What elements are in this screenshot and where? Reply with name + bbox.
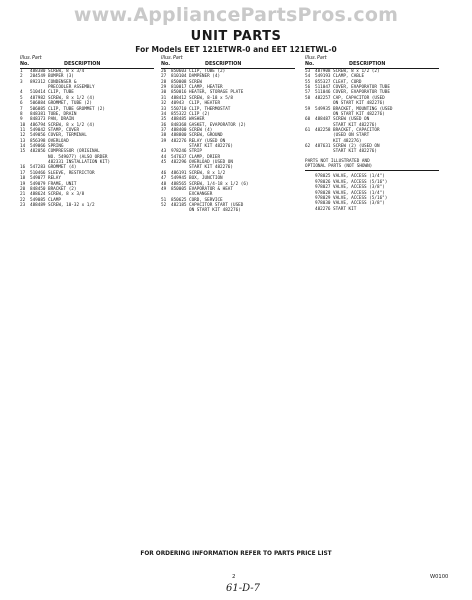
parts-rows xyxy=(305,69,439,155)
part-description: COVER, EVAPORATOR TUBE xyxy=(333,90,390,96)
header-rule xyxy=(161,68,295,69)
part-description: BRACKET, CAPACITOR (USED ON START KIT 482276) xyxy=(333,127,380,144)
part-number: 204549 xyxy=(30,74,46,80)
part-description: PAN, DRAIN xyxy=(48,117,74,123)
illus-number: 37 xyxy=(161,127,167,133)
illus-number: 54 xyxy=(305,74,311,80)
illus-number: 47 xyxy=(161,176,167,182)
part-description: RELAY xyxy=(48,176,61,182)
part-number: 488380 xyxy=(30,69,46,74)
part-number: 486794 xyxy=(30,122,46,128)
part-number: 549945 xyxy=(171,176,187,182)
part-number: 488485 xyxy=(171,117,187,123)
illus-number: 26 xyxy=(161,69,167,74)
illus-number: 56 xyxy=(305,85,311,91)
part-number: 892312 xyxy=(30,79,46,85)
part-number: 510414 xyxy=(30,90,46,96)
notes-title: PARTS NOT ILLUSTRATED AND OPTIONAL PARTS (NOT SHOWN) xyxy=(305,159,439,172)
parts-column-3 xyxy=(305,56,439,212)
part-description: OVERLOAD xyxy=(48,138,69,144)
part-description: SCREW, 8 x 1/2 (2) xyxy=(333,69,380,74)
part-number: 550710 xyxy=(171,106,187,112)
illus-number: 7 xyxy=(20,106,23,112)
part-number: 482056 xyxy=(30,149,46,155)
illus-number: 62 xyxy=(305,144,311,150)
part-description: CLAMP, CABLE xyxy=(333,74,365,80)
part-number: 978027 xyxy=(315,185,331,191)
illus-number: 8 xyxy=(20,111,23,117)
illus-number: 15 xyxy=(20,149,26,155)
part-number: 487631 xyxy=(315,144,331,150)
parts-row xyxy=(20,203,154,208)
illus-number: 14 xyxy=(20,144,26,150)
part-description: SCREW (2) (USED ON START KIT 482276) xyxy=(333,144,380,155)
part-number: 482276 xyxy=(315,206,331,212)
part-description: BRACKET (2) xyxy=(48,186,77,192)
illus-number: 38 xyxy=(161,133,167,139)
part-number: 850005 xyxy=(171,186,187,192)
illus-number: 48 xyxy=(161,181,167,187)
part-number: 978028 xyxy=(315,190,331,196)
part-description: CLIP (2) xyxy=(189,111,210,117)
notes-rows xyxy=(305,174,439,212)
part-description: SCREW, 1/4-18 x 1/2 (6) xyxy=(189,181,249,187)
header-description: DESCRIPTION xyxy=(205,62,242,67)
part-number: 482296 xyxy=(171,160,187,166)
part-description: STRIP xyxy=(189,149,202,155)
part-number: 848368 xyxy=(171,122,187,128)
part-description: CLIP, HEATER xyxy=(189,101,221,107)
part-number: 549193 xyxy=(315,74,331,80)
part-description: VALVE, ACCESS (5/16") xyxy=(333,179,388,185)
part-number: 506884 xyxy=(30,101,46,107)
part-description: BRACKET, MOUNTING (USED ON START KIT 482276) xyxy=(333,106,393,117)
header-description: DESCRIPTION xyxy=(64,62,101,67)
part-description: CLIP, TUBE GROMMET (2) xyxy=(48,106,105,112)
part-description: SCREW, 8 x 3/8 xyxy=(48,192,85,198)
part-number: 487982 xyxy=(30,95,46,101)
part-description: COVER, TERMINAL xyxy=(48,133,87,139)
part-number: 549079 xyxy=(30,181,46,187)
illus-number: 61 xyxy=(305,127,311,133)
part-description: HEATER, STORAGE PLATE xyxy=(189,90,244,96)
part-number: 549085 xyxy=(30,197,46,203)
column-header xyxy=(305,56,439,69)
parts-row xyxy=(305,117,439,128)
part-description: TUBE, DRAIN xyxy=(48,111,77,117)
page-subtitle: For Models EET 121ETWR-0 and EET 121ETWL-0 xyxy=(135,45,337,54)
part-number: 549056 xyxy=(30,133,46,139)
part-number: 549077 xyxy=(30,176,46,182)
watermark-text: www.AppliancePartsPros.com xyxy=(73,4,399,26)
part-number: 848450 xyxy=(30,186,46,192)
part-description: SLEEVE, RESTRICTOR xyxy=(48,170,95,176)
illus-number: 57 xyxy=(305,90,311,96)
parts-row xyxy=(305,128,439,144)
part-description: CLAMP, DRIER xyxy=(189,154,221,160)
header-part: Part xyxy=(317,56,327,61)
page-number: 2 xyxy=(232,574,236,580)
part-number: 506885 xyxy=(30,106,46,112)
part-description: STAMP, COVER xyxy=(48,127,80,133)
part-description: BOX, JUNCTION xyxy=(189,176,223,182)
part-description: SCREW, 8-18 x 5/8 xyxy=(189,95,233,101)
illus-number: 16 xyxy=(20,165,26,171)
illus-number: 31 xyxy=(161,95,167,101)
parts-row xyxy=(161,160,295,171)
illus-number: 36 xyxy=(161,122,167,128)
part-description: BUMPER (3) xyxy=(48,74,74,80)
part-number: 488624 xyxy=(30,192,46,198)
illus-number: 3 xyxy=(20,79,23,85)
part-description: CLAMP, HEATER xyxy=(189,85,223,91)
part-number: 549042 xyxy=(30,127,46,133)
part-number: 855322 xyxy=(171,111,187,117)
illus-number: 60 xyxy=(305,117,311,123)
header-rule xyxy=(20,68,154,69)
part-number: 40943 xyxy=(171,101,184,107)
illus-number: 21 xyxy=(20,192,26,198)
illus-number: 53 xyxy=(305,69,311,74)
part-description: SCREW, 8 x 1/2 (4) xyxy=(48,122,95,128)
illus-number: 1 xyxy=(20,69,23,74)
part-number: 488489 xyxy=(30,202,46,208)
illus-number: 5 xyxy=(20,95,23,101)
illus-number: 44 xyxy=(161,154,167,160)
illus-number: 49 xyxy=(161,186,167,192)
illus-number: 52 xyxy=(161,202,167,208)
part-number: 856398 xyxy=(30,138,46,144)
part-number: 487908 xyxy=(315,69,331,74)
illus-number: 35 xyxy=(161,117,167,123)
part-description: CORD, SERVICE xyxy=(189,197,223,203)
part-number: 488565 xyxy=(171,181,187,187)
part-number: 810017 xyxy=(171,85,187,91)
header-rule xyxy=(305,68,439,69)
parts-row xyxy=(161,139,295,150)
illus-number: 2 xyxy=(20,74,23,80)
part-description: GASKET, EVAPORATOR (2) xyxy=(189,122,246,128)
parts-column-1 xyxy=(20,56,154,208)
illus-number: 28 xyxy=(161,79,167,85)
header-no: No. xyxy=(305,62,315,67)
part-description: CAP, CAPACITOR (USED ON START KIT 482276) xyxy=(333,95,385,107)
part-description: VALVE, ACCESS (3/8") xyxy=(333,201,385,207)
part-number: 488412 xyxy=(171,95,187,101)
illus-number: 10 xyxy=(20,122,26,128)
part-description: GROMMET (4) xyxy=(48,165,77,171)
header-illus: Illus. xyxy=(20,56,32,61)
illus-number: 30 xyxy=(161,90,167,96)
illus-number: 23 xyxy=(20,202,26,208)
part-number: 978030 xyxy=(315,201,331,207)
handwritten-note: 61-D-7 xyxy=(226,583,261,594)
header-part: Part xyxy=(173,56,183,61)
part-number: 810104 xyxy=(171,74,187,80)
part-description: CLIP, THERMOSTAT xyxy=(189,106,231,112)
column-header xyxy=(20,56,154,69)
parts-row xyxy=(161,203,295,214)
part-description: VALVE, ACCESS (5/16") xyxy=(333,195,388,201)
part-description: SCREW, 8 x 1/2 xyxy=(189,170,226,176)
parts-row xyxy=(161,187,295,198)
part-number: 486191 xyxy=(171,170,187,176)
header-no: No. xyxy=(20,62,30,67)
illus-number: 55 xyxy=(305,79,311,85)
part-number: 848373 xyxy=(30,117,46,123)
part-description: SCREW, 8 x 3/4 xyxy=(48,69,85,74)
illus-number: 43 xyxy=(161,149,167,155)
part-number: 978026 xyxy=(315,179,331,185)
part-number: 482185 xyxy=(171,202,187,208)
part-description: CLIP, TUBE xyxy=(48,90,74,96)
page-title: UNIT PARTS xyxy=(190,29,282,44)
parts-row xyxy=(305,144,439,155)
part-number: 850625 xyxy=(171,197,187,203)
header-illus: Illus. xyxy=(161,56,173,61)
part-description: CAPACITOR START (USED ON START KIT 482276) xyxy=(189,202,244,214)
part-number: 510466 xyxy=(30,170,46,176)
illus-number: 12 xyxy=(20,133,26,139)
part-description: SCREW (USED ON START KIT 482276) xyxy=(333,117,377,128)
ordering-note: FOR ORDERING INFORMATION REFER TO PARTS PRICE LIST xyxy=(140,551,332,557)
illus-number: 33 xyxy=(161,106,167,112)
illus-number: 18 xyxy=(20,176,26,182)
part-number: 511047 xyxy=(315,85,331,91)
part-number: 511046 xyxy=(315,90,331,96)
illus-number: 34 xyxy=(161,111,167,117)
part-description: EVAPORATOR & HEAT EXCHANGER xyxy=(189,186,233,198)
illus-number: 45 xyxy=(161,160,167,166)
part-number: 482257 xyxy=(315,95,331,101)
part-number: 488800 xyxy=(171,133,187,139)
part-number: 848381 xyxy=(30,111,46,117)
parts-rows xyxy=(20,69,154,208)
header-no: No. xyxy=(161,62,171,67)
parts-row xyxy=(20,80,154,91)
part-description: START KIT xyxy=(333,206,357,212)
part-number: 978025 xyxy=(315,174,331,180)
part-number: 482276 xyxy=(171,138,187,144)
part-number: 549935 xyxy=(315,106,331,112)
illus-number: 32 xyxy=(161,101,167,107)
illus-number: 46 xyxy=(161,170,167,176)
part-number: 482258 xyxy=(315,127,331,133)
part-number: 850603 xyxy=(171,69,187,74)
part-description: GROMMET, TUBE (2) xyxy=(48,101,92,107)
part-description: WASHER xyxy=(189,117,205,123)
part-description: SCREW, GROUND xyxy=(189,133,223,139)
part-number: 549066 xyxy=(30,144,46,150)
part-description: SCREW (4) xyxy=(189,127,213,133)
illus-number: 59 xyxy=(305,106,311,112)
part-number: 488487 xyxy=(315,117,331,123)
part-number: 547283 xyxy=(30,165,46,171)
column-header xyxy=(161,56,295,69)
parts-row xyxy=(305,96,439,107)
part-description: SCREW, 10-32 x 1/2 xyxy=(48,202,95,208)
parts-row xyxy=(20,149,154,165)
part-number: 850008 xyxy=(171,79,187,85)
illus-number: 17 xyxy=(20,170,26,176)
part-description: COMPRESSOR (ORIGINAL NO. 549077) (ALSO ORDER 482331 INSTALLATION KIT) xyxy=(48,149,111,166)
illus-number: 13 xyxy=(20,138,26,144)
illus-number: 4 xyxy=(20,90,23,96)
header-illus: Illus. xyxy=(305,56,317,61)
part-number: 488400 xyxy=(171,127,187,133)
part-description: RELAY (USED ON START KIT 482276) xyxy=(189,138,233,150)
illus-number: 22 xyxy=(20,197,26,203)
part-description: OVERLOAD (USED ON START KIT 482276) xyxy=(189,160,233,171)
illus-number: 27 xyxy=(161,74,167,80)
part-description: FRAME, UNIT xyxy=(48,181,77,187)
parts-row xyxy=(305,207,439,212)
illus-number: 20 xyxy=(20,186,26,192)
illus-number: 39 xyxy=(161,138,167,144)
illus-number: 29 xyxy=(161,85,167,91)
part-description: CLEAT, CORD xyxy=(333,79,362,85)
part-description: CLAMP xyxy=(48,197,61,203)
parts-row xyxy=(305,107,439,118)
header-description: DESCRIPTION xyxy=(349,62,386,67)
part-number: 547637 xyxy=(171,154,187,160)
illus-number: 11 xyxy=(20,127,26,133)
document-code: W0100 xyxy=(430,574,449,580)
part-description: VALVE, ACCESS (1/4") xyxy=(333,174,385,180)
part-description: DAMPENER (4) xyxy=(189,74,221,80)
illus-number: 6 xyxy=(20,101,23,107)
part-description: SCREW xyxy=(189,79,202,85)
part-description: VALVE, ACCESS (3/8") xyxy=(333,185,385,191)
illus-number: 19 xyxy=(20,181,26,187)
header-part: Part xyxy=(32,56,42,61)
part-description: VALVE, ACCESS (1/4") xyxy=(333,190,385,196)
part-number: 978246 xyxy=(171,149,187,155)
part-description: SCREW, 8 x 1/2 (4) xyxy=(48,95,95,101)
illus-number: 58 xyxy=(305,95,311,101)
part-number: 855327 xyxy=(315,79,331,85)
part-description: CLIP, TUBE (2) xyxy=(189,69,226,74)
parts-column-2 xyxy=(161,56,295,214)
notes-section xyxy=(305,159,439,212)
part-description: CONDENSER & PRECOOLER ASSEMBLY xyxy=(48,79,95,91)
illus-number: 9 xyxy=(20,117,23,123)
part-description: SPRING xyxy=(48,144,64,150)
part-description: COVER, EVAPORATOR TUBE xyxy=(333,85,390,91)
illus-number: 51 xyxy=(161,197,167,203)
part-number: 978029 xyxy=(315,195,331,201)
part-number: 850016 xyxy=(171,90,187,96)
parts-rows xyxy=(161,69,295,214)
